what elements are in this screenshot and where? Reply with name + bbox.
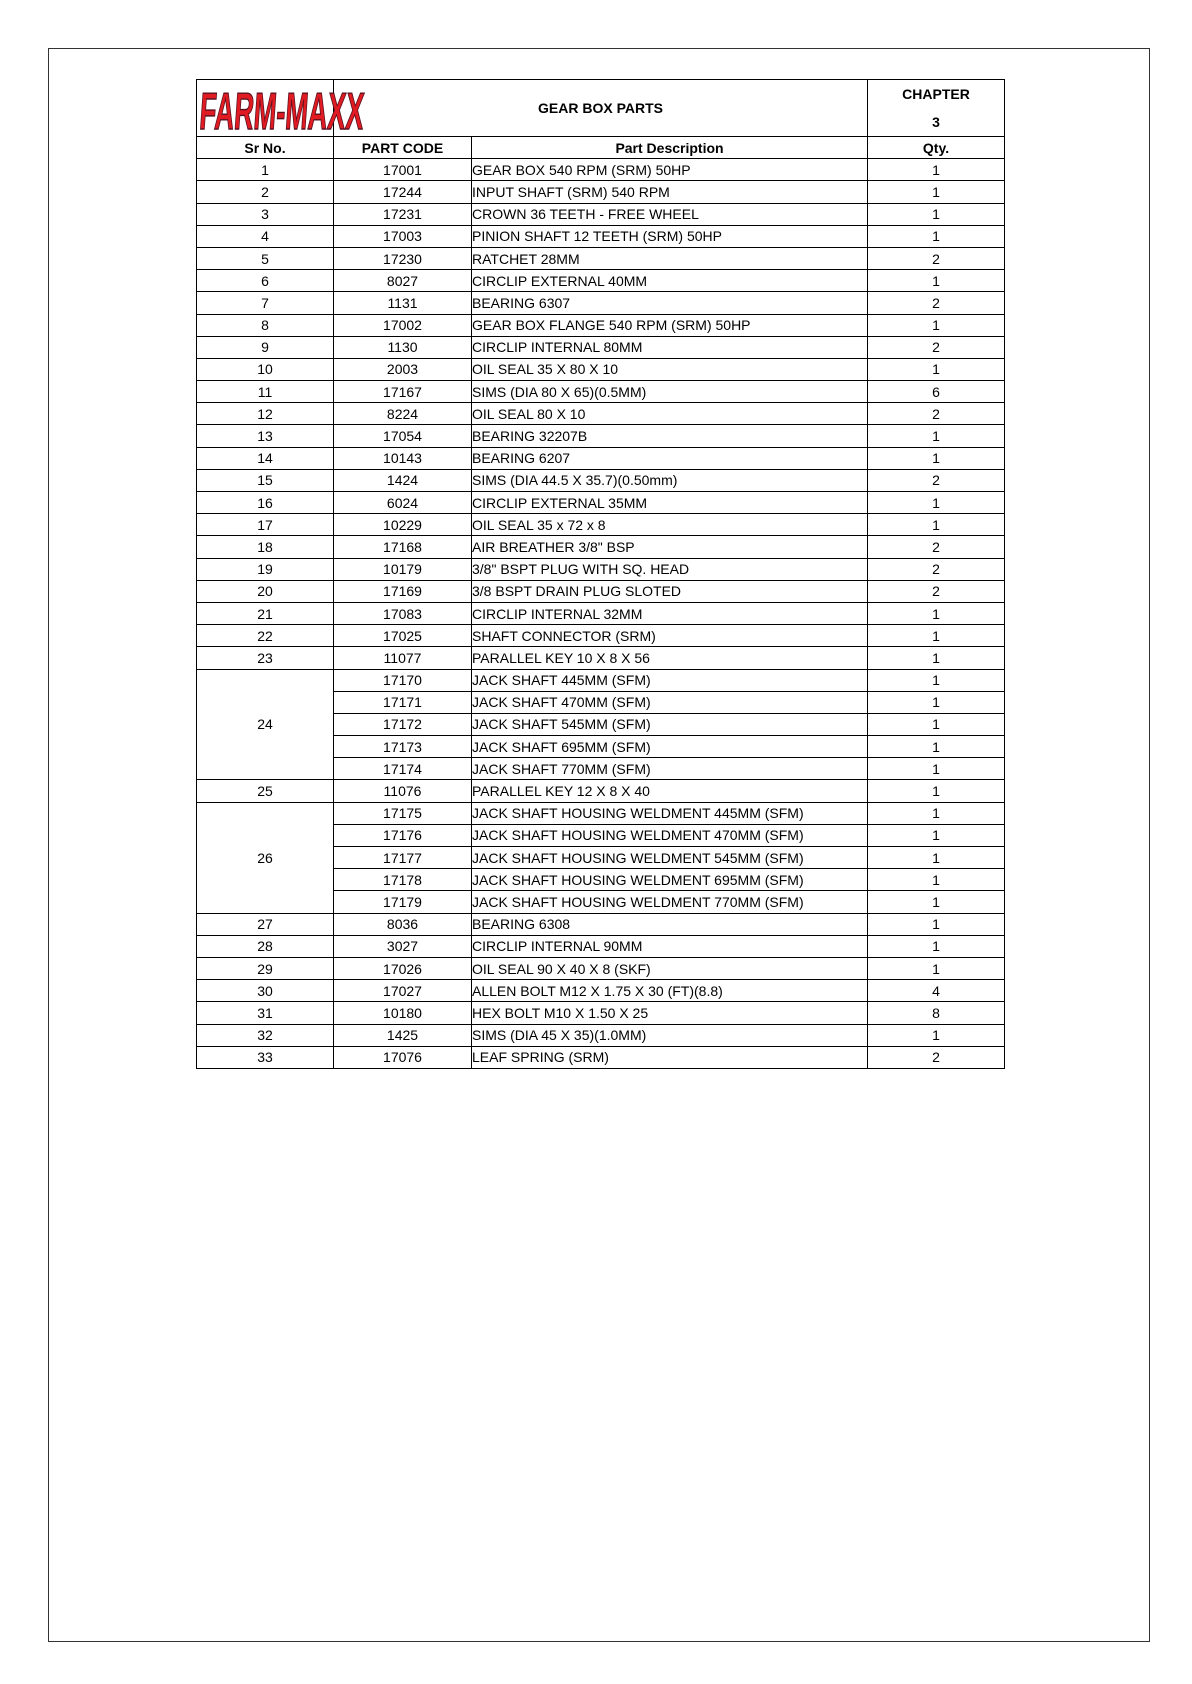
part-code-cell: 17177	[334, 847, 472, 869]
sr-no-cell: 9	[197, 336, 334, 358]
part-code-cell: 17167	[334, 381, 472, 403]
table-row	[197, 602, 1005, 624]
qty-cell: 2	[868, 536, 1005, 558]
qty-cell: 1	[868, 181, 1005, 203]
sr-no-cell: 7	[197, 292, 334, 314]
table-row	[197, 314, 1005, 336]
table-row	[197, 336, 1005, 358]
qty-cell: 2	[868, 336, 1005, 358]
table-row	[197, 447, 1005, 469]
svg-text:FARM-MAXX: FARM-MAXX	[197, 83, 517, 141]
part-code-cell: 17026	[334, 957, 472, 979]
sr-no-cell: 26	[197, 802, 334, 913]
table-row	[197, 669, 1005, 691]
part-description-cell: CIRCLIP EXTERNAL 40MM	[472, 270, 868, 292]
part-description-cell: 3/8 BSPT DRAIN PLUG SLOTED	[472, 580, 868, 602]
part-code-cell: 10179	[334, 558, 472, 580]
part-description-cell: OIL SEAL 80 X 10	[472, 403, 868, 425]
table-row	[197, 780, 1005, 802]
part-description-cell: JACK SHAFT HOUSING WELDMENT 545MM (SFM)	[472, 847, 868, 869]
table-row	[197, 492, 1005, 514]
part-code-cell: 2003	[334, 358, 472, 380]
part-description-cell: BEARING 6307	[472, 292, 868, 314]
part-code-cell: 10180	[334, 1002, 472, 1024]
part-code-cell: 17169	[334, 580, 472, 602]
part-code-cell: 17003	[334, 225, 472, 247]
qty-cell: 1	[868, 625, 1005, 647]
part-description-cell: JACK SHAFT 545MM (SFM)	[472, 713, 868, 735]
qty-cell: 1	[868, 669, 1005, 691]
sr-no-cell: 33	[197, 1046, 334, 1068]
sr-no-cell: 12	[197, 403, 334, 425]
sr-no-cell: 5	[197, 247, 334, 269]
part-code-cell: 11077	[334, 647, 472, 669]
qty-cell: 1	[868, 935, 1005, 957]
part-code-cell: 10143	[334, 447, 472, 469]
table-row	[197, 514, 1005, 536]
header-row	[197, 80, 1005, 137]
parts-table	[196, 79, 1005, 1069]
qty-cell: 1	[868, 713, 1005, 735]
sr-no-cell: 14	[197, 447, 334, 469]
chapter-label: CHAPTER	[902, 86, 970, 102]
part-description-cell: GEAR BOX 540 RPM (SRM) 50HP	[472, 159, 868, 181]
part-description-cell: HEX BOLT M10 X 1.50 X 25	[472, 1002, 868, 1024]
qty-cell: 1	[868, 758, 1005, 780]
qty-cell: 1	[868, 913, 1005, 935]
part-code-cell: 17025	[334, 625, 472, 647]
qty-cell: 1	[868, 824, 1005, 846]
table-row	[197, 425, 1005, 447]
part-description-cell: JACK SHAFT HOUSING WELDMENT 470MM (SFM)	[472, 824, 868, 846]
table-row	[197, 181, 1005, 203]
part-code-cell: 8224	[334, 403, 472, 425]
part-description-cell: PINION SHAFT 12 TEETH (SRM) 50HP	[472, 225, 868, 247]
part-description-cell: PARALLEL KEY 12 X 8 X 40	[472, 780, 868, 802]
qty-cell: 2	[868, 292, 1005, 314]
sr-no-cell: 8	[197, 314, 334, 336]
part-description-cell: LEAF SPRING (SRM)	[472, 1046, 868, 1068]
table-row	[197, 1002, 1005, 1024]
part-description-cell: GEAR BOX FLANGE 540 RPM (SRM) 50HP	[472, 314, 868, 336]
sr-no-cell: 19	[197, 558, 334, 580]
part-description-cell: CIRCLIP INTERNAL 80MM	[472, 336, 868, 358]
part-description-cell: BEARING 6308	[472, 913, 868, 935]
table-row	[197, 159, 1005, 181]
part-description-cell: CIRCLIP INTERNAL 32MM	[472, 602, 868, 624]
qty-cell: 1	[868, 514, 1005, 536]
table-row	[197, 536, 1005, 558]
table-row	[197, 647, 1005, 669]
qty-cell: 1	[868, 159, 1005, 181]
part-description-cell: JACK SHAFT HOUSING WELDMENT 770MM (SFM)	[472, 891, 868, 913]
part-code-cell: 17179	[334, 891, 472, 913]
part-description-cell: JACK SHAFT 695MM (SFM)	[472, 736, 868, 758]
part-description-cell: JACK SHAFT 770MM (SFM)	[472, 758, 868, 780]
part-description-cell: ALLEN BOLT M12 X 1.75 X 30 (FT)(8.8)	[472, 980, 868, 1002]
part-code-cell: 17001	[334, 159, 472, 181]
part-description-cell: SHAFT CONNECTOR (SRM)	[472, 625, 868, 647]
sr-no-cell: 23	[197, 647, 334, 669]
sr-no-cell: 6	[197, 270, 334, 292]
page-title: GEAR BOX PARTS	[334, 80, 868, 137]
part-code-cell: 17002	[334, 314, 472, 336]
sr-no-cell: 22	[197, 625, 334, 647]
qty-cell: 1	[868, 358, 1005, 380]
table-row	[197, 558, 1005, 580]
part-description-cell: PARALLEL KEY 10 X 8 X 56	[472, 647, 868, 669]
table-row	[197, 225, 1005, 247]
part-code-cell: 17230	[334, 247, 472, 269]
sr-no-cell: 11	[197, 381, 334, 403]
qty-cell: 1	[868, 957, 1005, 979]
qty-cell: 1	[868, 891, 1005, 913]
table-row	[197, 1024, 1005, 1046]
col-header-qty: Qty.	[868, 137, 1005, 159]
sr-no-cell: 16	[197, 492, 334, 514]
part-description-cell: CIRCLIP INTERNAL 90MM	[472, 935, 868, 957]
table-row	[197, 625, 1005, 647]
part-code-cell: 17176	[334, 824, 472, 846]
sr-no-cell: 13	[197, 425, 334, 447]
part-description-cell: 3/8" BSPT PLUG WITH SQ. HEAD	[472, 558, 868, 580]
qty-cell: 1	[868, 780, 1005, 802]
table-row	[197, 980, 1005, 1002]
sr-no-cell: 24	[197, 669, 334, 780]
qty-cell: 2	[868, 1046, 1005, 1068]
sr-no-cell: 32	[197, 1024, 334, 1046]
sr-no-cell: 29	[197, 957, 334, 979]
part-code-cell: 17171	[334, 691, 472, 713]
part-code-cell: 17174	[334, 758, 472, 780]
sr-no-cell: 15	[197, 469, 334, 491]
qty-cell: 1	[868, 492, 1005, 514]
part-code-cell: 17170	[334, 669, 472, 691]
part-description-cell: INPUT SHAFT (SRM) 540 RPM	[472, 181, 868, 203]
qty-cell: 2	[868, 558, 1005, 580]
qty-cell: 1	[868, 691, 1005, 713]
qty-cell: 1	[868, 602, 1005, 624]
sr-no-cell: 20	[197, 580, 334, 602]
part-code-cell: 17076	[334, 1046, 472, 1068]
sr-no-cell: 10	[197, 358, 334, 380]
qty-cell: 1	[868, 425, 1005, 447]
table-row	[197, 957, 1005, 979]
part-code-cell: 17027	[334, 980, 472, 1002]
qty-cell: 6	[868, 381, 1005, 403]
table-row	[197, 403, 1005, 425]
qty-cell: 1	[868, 647, 1005, 669]
part-code-cell: 17175	[334, 802, 472, 824]
part-code-cell: 1130	[334, 336, 472, 358]
part-description-cell: JACK SHAFT 445MM (SFM)	[472, 669, 868, 691]
qty-cell: 2	[868, 247, 1005, 269]
col-header-code: PART CODE	[334, 137, 472, 159]
part-description-cell: JACK SHAFT HOUSING WELDMENT 695MM (SFM)	[472, 869, 868, 891]
qty-cell: 1	[868, 314, 1005, 336]
sr-no-cell: 28	[197, 935, 334, 957]
table-row	[197, 203, 1005, 225]
sr-no-cell: 27	[197, 913, 334, 935]
table-row	[197, 358, 1005, 380]
table-row	[197, 935, 1005, 957]
table-row	[197, 469, 1005, 491]
part-code-cell: 8036	[334, 913, 472, 935]
part-description-cell: OIL SEAL 35 X 80 X 10	[472, 358, 868, 380]
part-description-cell: SIMS (DIA 45 X 35)(1.0MM)	[472, 1024, 868, 1046]
part-code-cell: 10229	[334, 514, 472, 536]
table-row	[197, 580, 1005, 602]
sr-no-cell: 4	[197, 225, 334, 247]
sr-no-cell: 30	[197, 980, 334, 1002]
chapter-box	[868, 80, 1005, 137]
chapter-number: 3	[932, 114, 940, 130]
part-code-cell: 1424	[334, 469, 472, 491]
farm-maxx-logo	[197, 81, 517, 141]
part-description-cell: AIR BREATHER 3/8" BSP	[472, 536, 868, 558]
qty-cell: 1	[868, 847, 1005, 869]
part-description-cell: OIL SEAL 90 X 40 X 8 (SKF)	[472, 957, 868, 979]
part-code-cell: 8027	[334, 270, 472, 292]
qty-cell: 2	[868, 469, 1005, 491]
sr-no-cell: 25	[197, 780, 334, 802]
table-row	[197, 913, 1005, 935]
part-code-cell: 17231	[334, 203, 472, 225]
sr-no-cell: 3	[197, 203, 334, 225]
qty-cell: 4	[868, 980, 1005, 1002]
table-row	[197, 292, 1005, 314]
part-code-cell: 17244	[334, 181, 472, 203]
qty-cell: 1	[868, 1024, 1005, 1046]
part-code-cell: 11076	[334, 780, 472, 802]
part-description-cell: JACK SHAFT 470MM (SFM)	[472, 691, 868, 713]
part-code-cell: 17054	[334, 425, 472, 447]
table-row	[197, 270, 1005, 292]
qty-cell: 1	[868, 802, 1005, 824]
sr-no-cell: 2	[197, 181, 334, 203]
part-description-cell: SIMS (DIA 80 X 65)(0.5MM)	[472, 381, 868, 403]
qty-cell: 1	[868, 447, 1005, 469]
table-row	[197, 247, 1005, 269]
col-header-desc: Part Description	[472, 137, 868, 159]
qty-cell: 2	[868, 403, 1005, 425]
part-code-cell: 3027	[334, 935, 472, 957]
part-description-cell: JACK SHAFT HOUSING WELDMENT 445MM (SFM)	[472, 802, 868, 824]
col-header-sr: Sr No.	[197, 137, 334, 159]
qty-cell: 1	[868, 869, 1005, 891]
part-code-cell: 1131	[334, 292, 472, 314]
part-code-cell: 17168	[334, 536, 472, 558]
part-description-cell: BEARING 32207B	[472, 425, 868, 447]
part-description-cell: OIL SEAL 35 x 72 x 8	[472, 514, 868, 536]
sr-no-cell: 18	[197, 536, 334, 558]
qty-cell: 1	[868, 270, 1005, 292]
table-row	[197, 1046, 1005, 1068]
sr-no-cell: 1	[197, 159, 334, 181]
part-code-cell: 17083	[334, 602, 472, 624]
sr-no-cell: 21	[197, 602, 334, 624]
sr-no-cell: 31	[197, 1002, 334, 1024]
part-code-cell: 17173	[334, 736, 472, 758]
table-row	[197, 802, 1005, 824]
part-code-cell: 17172	[334, 713, 472, 735]
table-row	[197, 381, 1005, 403]
qty-cell: 1	[868, 203, 1005, 225]
qty-cell: 8	[868, 1002, 1005, 1024]
part-code-cell: 6024	[334, 492, 472, 514]
part-description-cell: BEARING 6207	[472, 447, 868, 469]
logo-cell	[197, 80, 517, 141]
part-description-cell: CIRCLIP EXTERNAL 35MM	[472, 492, 868, 514]
part-code-cell: 17178	[334, 869, 472, 891]
part-description-cell: CROWN 36 TEETH - FREE WHEEL	[472, 203, 868, 225]
part-code-cell: 1425	[334, 1024, 472, 1046]
part-description-cell: SIMS (DIA 44.5 X 35.7)(0.50mm)	[472, 469, 868, 491]
part-description-cell: RATCHET 28MM	[472, 247, 868, 269]
sr-no-cell: 17	[197, 514, 334, 536]
qty-cell: 1	[868, 736, 1005, 758]
qty-cell: 2	[868, 580, 1005, 602]
qty-cell: 1	[868, 225, 1005, 247]
